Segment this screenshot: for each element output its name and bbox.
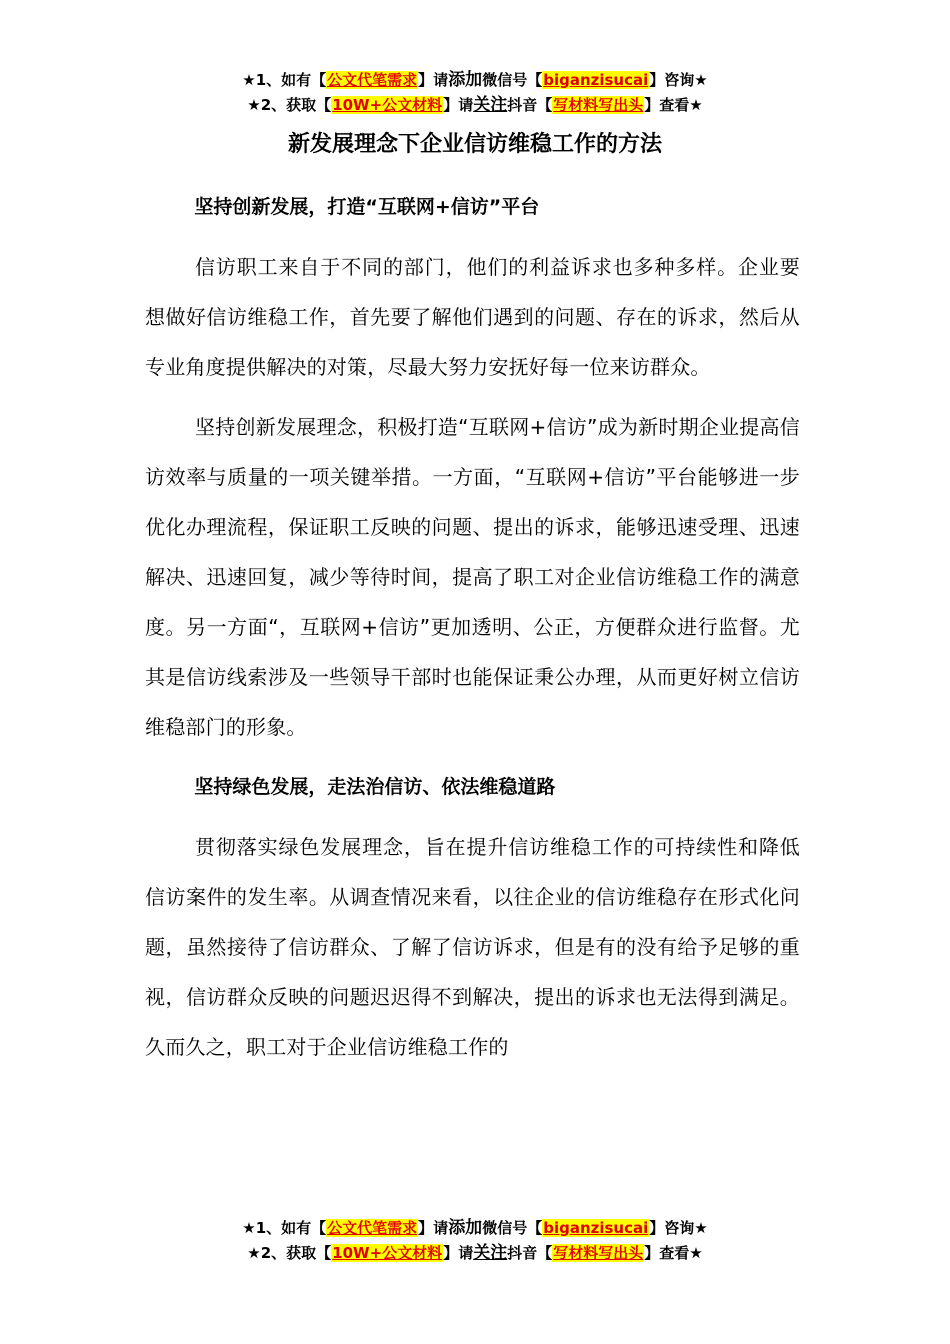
- banner-text: 】请: [418, 71, 449, 89]
- banner-text: 】请: [443, 1244, 474, 1262]
- banner-text: 】查看★: [644, 1244, 703, 1262]
- highlight-wechat-id: biganzisucai: [543, 71, 649, 89]
- banner-line-2: [0, 1241, 950, 1266]
- banner-text: 微信号【: [482, 1219, 543, 1237]
- highlight-materials: 10W+公文材料: [332, 1244, 443, 1262]
- banner-text: 抖音【: [507, 96, 553, 114]
- banner-text: 】咨询★: [649, 1219, 708, 1237]
- highlight-service: 公文代笔需求: [327, 71, 418, 89]
- header-banner: [0, 68, 950, 118]
- banner-text: ★1、如有【: [242, 1219, 327, 1237]
- banner-text: 】查看★: [644, 96, 703, 114]
- section-heading-1: 坚持创新发展，打造“互联网+信访”平台: [194, 196, 540, 218]
- banner-text: ★2、获取【: [247, 1244, 332, 1262]
- section-heading-2: 坚持绿色发展，走法治信访、依法维稳道路: [194, 776, 556, 798]
- banner-text: 】请: [443, 96, 474, 114]
- banner-text: ★1、如有【: [242, 71, 327, 89]
- banner-text: 抖音【: [507, 1244, 553, 1262]
- banner-line-1: [0, 68, 950, 93]
- highlight-wechat-id: biganzisucai: [543, 1219, 649, 1237]
- banner-text: 】请: [418, 1219, 449, 1237]
- document-body: [145, 182, 800, 1082]
- paragraph-2: 坚持创新发展理念，积极打造“互联网+信访”成为新时期企业提高信访效率与质量的一项关键举措。一方面，“互联网+信访”平台能够进一步优化办理流程，保证职工反映的问题、提出的诉求，能够迅速受理、迅速解决、迅速回复，减少等待时间，提高了职工对企业信访维稳工作的满意度。另一方面“，互联网+信访”更加透明、公正，方便群众进行监督。尤其是信访线索涉及一些领导干部时也能保证秉公办理，从而更好树立信访维稳部门的形象。: [145, 415, 800, 739]
- paragraph-1: 信访职工来自于不同的部门，他们的利益诉求也多种多样。企业要想做好信访维稳工作，首先要了解他们遇到的问题、存在的诉求，然后从专业角度提供解决的对策，尽最大努力安抚好每一位来访群众。: [145, 255, 800, 379]
- highlight-service: 公文代笔需求: [327, 1219, 418, 1237]
- emphasis-follow: 关注: [473, 95, 508, 115]
- banner-line-1: [0, 1216, 950, 1241]
- document-title: 新发展理念下企业信访维稳工作的方法: [287, 132, 662, 157]
- emphasis-add: 添加: [448, 70, 483, 90]
- highlight-douyin-account: 写材料写出头: [553, 96, 644, 114]
- footer-banner: [0, 1216, 950, 1266]
- banner-text: ★2、获取【: [247, 96, 332, 114]
- highlight-douyin-account: 写材料写出头: [553, 1244, 644, 1262]
- emphasis-follow: 关注: [473, 1243, 508, 1263]
- banner-line-2: [0, 93, 950, 118]
- banner-text: 微信号【: [482, 71, 543, 89]
- paragraph-3: 贯彻落实绿色发展理念，旨在提升信访维稳工作的可持续性和降低信访案件的发生率。从调查情况来看，以往企业的信访维稳存在形式化问题，虽然接待了信访群众、了解了信访诉求，但是有的没有给予足够的重视，信访群众反映的问题迟迟得不到解决，提出的诉求也无法得到满足。久而久之，职工对于企业信访维稳工作的: [145, 835, 800, 1059]
- emphasis-add: 添加: [448, 1218, 483, 1238]
- banner-text: 】咨询★: [649, 71, 708, 89]
- highlight-materials: 10W+公文材料: [332, 96, 443, 114]
